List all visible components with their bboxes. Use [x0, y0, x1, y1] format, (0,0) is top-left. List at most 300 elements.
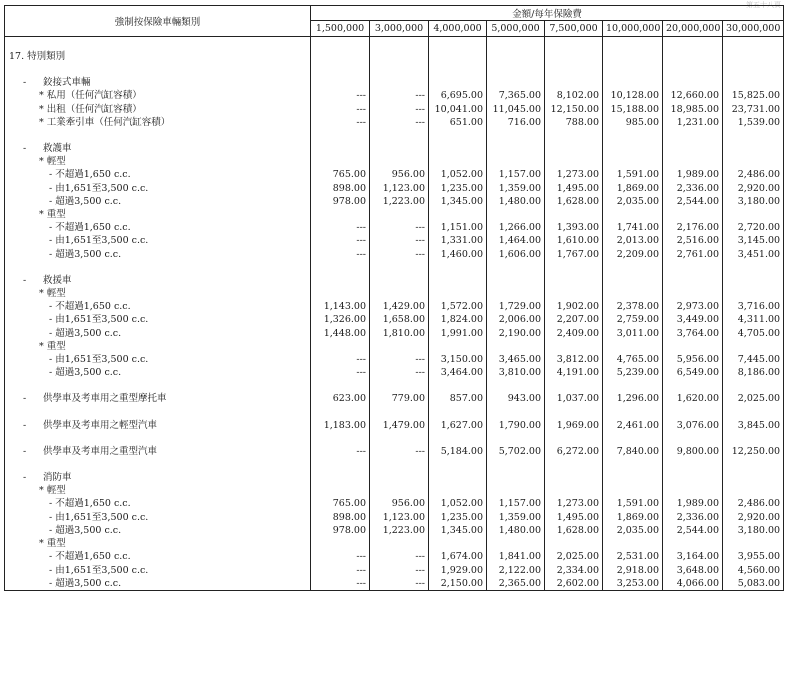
empty-cell [663, 50, 723, 63]
premium-cell: 3,465.00 [487, 353, 545, 366]
empty-cell [545, 432, 603, 445]
table-row [5, 564, 784, 577]
premium-cell: 2,035.00 [603, 524, 663, 537]
empty-cell [370, 208, 429, 221]
empty-cell [723, 155, 784, 168]
empty-cell [5, 37, 311, 51]
premium-cell: 2,207.00 [545, 313, 603, 326]
premium-cell: 3,812.00 [545, 353, 603, 366]
premium-cell: 1,591.00 [603, 497, 663, 510]
premium-cell: 1,235.00 [429, 511, 487, 524]
premium-cell: 2,025.00 [723, 392, 784, 405]
premium-cell: 5,184.00 [429, 445, 487, 458]
premium-cell: 2,761.00 [663, 248, 723, 261]
empty-cell [487, 379, 545, 392]
premium-cell: 1,620.00 [663, 392, 723, 405]
section-row [5, 208, 784, 221]
table-row [5, 445, 784, 458]
empty-cell [545, 155, 603, 168]
premium-cell: 2,209.00 [603, 248, 663, 261]
premium-cell: --- [311, 366, 370, 379]
category-cell [5, 155, 311, 168]
empty-cell [311, 261, 370, 274]
category-label: * 出租（任何汽缸容積） [39, 103, 142, 115]
empty-cell [370, 274, 429, 287]
empty-cell [311, 537, 370, 550]
empty-cell [5, 63, 311, 76]
premium-cell: 3,253.00 [603, 577, 663, 591]
premium-cell: 5,083.00 [723, 577, 784, 591]
table-row [5, 234, 784, 247]
premium-cell: 1,480.00 [487, 524, 545, 537]
category-label: * 重型 [39, 209, 66, 221]
empty-cell [545, 37, 603, 51]
premium-cell: 2,409.00 [545, 327, 603, 340]
premium-cell: 1,393.00 [545, 221, 603, 234]
category-cell [5, 577, 311, 591]
premium-cell: 3,011.00 [603, 327, 663, 340]
empty-cell [429, 379, 487, 392]
premium-cell: 3,716.00 [723, 300, 784, 313]
premium-cell: 2,486.00 [723, 168, 784, 181]
premium-cell: 3,449.00 [663, 313, 723, 326]
empty-cell [311, 484, 370, 497]
premium-cell: 978.00 [311, 524, 370, 537]
category-label: 供學車及考車用之重型汽車 [43, 445, 158, 457]
empty-cell [603, 50, 663, 63]
premium-cell: 1,235.00 [429, 182, 487, 195]
premium-cell: 3,464.00 [429, 366, 487, 379]
table-header [5, 6, 784, 37]
empty-cell [370, 340, 429, 353]
empty-cell [429, 537, 487, 550]
premium-cell: --- [370, 248, 429, 261]
empty-cell [603, 287, 663, 300]
premium-cell: 2,150.00 [429, 577, 487, 591]
empty-cell [487, 537, 545, 550]
premium-cell: 10,041.00 [429, 103, 487, 116]
premium-cell: 1,610.00 [545, 234, 603, 247]
empty-cell [603, 458, 663, 471]
premium-cell: --- [311, 234, 370, 247]
category-cell [5, 366, 311, 379]
premium-cell: --- [370, 103, 429, 116]
category-label: * 工業牽引車（任何汽缸容積） [39, 116, 171, 128]
empty-cell [545, 484, 603, 497]
empty-cell [311, 471, 370, 484]
premium-cell: 1,429.00 [370, 300, 429, 313]
premium-cell: 1,359.00 [487, 511, 545, 524]
premium-cell: 1,591.00 [603, 168, 663, 181]
empty-cell [370, 129, 429, 142]
empty-cell [429, 63, 487, 76]
premium-cell: 1,969.00 [545, 419, 603, 432]
premium-cell: 1,628.00 [545, 195, 603, 208]
premium-cell: 765.00 [311, 497, 370, 510]
premium-cell: 1,658.00 [370, 313, 429, 326]
category-cell [5, 340, 311, 353]
premium-cell: 1,037.00 [545, 392, 603, 405]
premium-cell: --- [370, 234, 429, 247]
table-row [5, 419, 784, 432]
premium-cell: 1,790.00 [487, 419, 545, 432]
spacer-row [5, 379, 784, 392]
bullet-marker: - [23, 472, 27, 484]
category-cell [5, 234, 311, 247]
empty-cell [603, 340, 663, 353]
category-label: - 由1,651至3,500 c.c. [49, 354, 149, 366]
premium-cell: 1,674.00 [429, 550, 487, 563]
premium-cell: --- [370, 445, 429, 458]
empty-cell [487, 50, 545, 63]
premium-cell: --- [370, 116, 429, 129]
empty-cell [487, 37, 545, 51]
empty-cell [603, 406, 663, 419]
column-header: 20,000,000 [663, 21, 723, 37]
category-cell [5, 550, 311, 563]
category-cell [5, 524, 311, 537]
empty-cell [603, 432, 663, 445]
category-label: - 不超過1,650 c.c. [49, 301, 131, 313]
premium-cell: 4,705.00 [723, 327, 784, 340]
premium-cell: 651.00 [429, 116, 487, 129]
premium-cell: 12,250.00 [723, 445, 784, 458]
premium-cell: 2,025.00 [545, 550, 603, 563]
premium-cell: 3,180.00 [723, 524, 784, 537]
premium-cell: 1,606.00 [487, 248, 545, 261]
empty-cell [663, 432, 723, 445]
table-row [5, 300, 784, 313]
premium-cell: 3,145.00 [723, 234, 784, 247]
category-cell [5, 103, 311, 116]
empty-cell [370, 432, 429, 445]
premium-cell: 1,151.00 [429, 221, 487, 234]
category-label: - 由1,651至3,500 c.c. [49, 235, 149, 247]
premium-cell: 943.00 [487, 392, 545, 405]
premium-cell: 1,143.00 [311, 300, 370, 313]
premium-cell: 2,035.00 [603, 195, 663, 208]
empty-cell [370, 50, 429, 63]
premium-cell: 779.00 [370, 392, 429, 405]
empty-cell [429, 208, 487, 221]
table-row [5, 392, 784, 405]
empty-cell [370, 471, 429, 484]
empty-cell [429, 274, 487, 287]
bullet-marker: - [23, 143, 27, 155]
premium-cell: 1,183.00 [311, 419, 370, 432]
premium-cell: 2,336.00 [663, 511, 723, 524]
premium-cell: 1,495.00 [545, 182, 603, 195]
empty-cell [545, 129, 603, 142]
category-cell [5, 392, 311, 405]
empty-cell [603, 537, 663, 550]
empty-cell [370, 379, 429, 392]
premium-cell: 4,066.00 [663, 577, 723, 591]
section-row [5, 142, 784, 155]
empty-cell [603, 63, 663, 76]
premium-cell: 15,825.00 [723, 89, 784, 102]
bullet-marker: - [23, 419, 27, 431]
bullet-marker: - [23, 445, 27, 457]
empty-cell [429, 50, 487, 63]
premium-cell: 4,560.00 [723, 564, 784, 577]
category-cell [5, 50, 311, 63]
empty-cell [723, 63, 784, 76]
premium-cell: 1,464.00 [487, 234, 545, 247]
premium-cell: 1,902.00 [545, 300, 603, 313]
empty-cell [603, 379, 663, 392]
empty-cell [370, 63, 429, 76]
premium-cell: --- [370, 366, 429, 379]
column-header: 7,500,000 [545, 21, 603, 37]
table-row [5, 577, 784, 591]
premium-table [4, 5, 784, 591]
category-cell [5, 182, 311, 195]
empty-cell [603, 274, 663, 287]
table-body [5, 37, 784, 591]
empty-cell [311, 155, 370, 168]
empty-cell [429, 458, 487, 471]
empty-cell [545, 458, 603, 471]
empty-cell [370, 155, 429, 168]
premium-cell: 2,516.00 [663, 234, 723, 247]
empty-cell [429, 471, 487, 484]
empty-cell [370, 142, 429, 155]
table-row [5, 524, 784, 537]
category-label: - 不超過1,650 c.c. [49, 498, 131, 510]
empty-cell [370, 537, 429, 550]
empty-cell [545, 208, 603, 221]
premium-cell: 1,869.00 [603, 182, 663, 195]
table-row [5, 182, 784, 195]
premium-cell: 1,741.00 [603, 221, 663, 234]
column-header: 4,000,000 [429, 21, 487, 37]
premium-cell: 1,331.00 [429, 234, 487, 247]
premium-cell: 3,648.00 [663, 564, 723, 577]
premium-cell: 716.00 [487, 116, 545, 129]
category-header: 強制按保險車輛類別 [5, 6, 311, 37]
premium-cell: 978.00 [311, 195, 370, 208]
premium-cell: --- [311, 564, 370, 577]
empty-cell [723, 274, 784, 287]
premium-cell: 1,345.00 [429, 524, 487, 537]
premium-cell: 2,176.00 [663, 221, 723, 234]
category-cell [5, 327, 311, 340]
empty-cell [487, 340, 545, 353]
category-cell [5, 353, 311, 366]
premium-cell: 2,759.00 [603, 313, 663, 326]
category-label: 消防車 [43, 472, 72, 484]
empty-cell [603, 208, 663, 221]
premium-cell: 1,223.00 [370, 195, 429, 208]
empty-cell [663, 484, 723, 497]
premium-cell: 1,767.00 [545, 248, 603, 261]
empty-cell [429, 142, 487, 155]
premium-cell: 1,052.00 [429, 497, 487, 510]
spacer-row [5, 432, 784, 445]
category-cell [5, 168, 311, 181]
premium-cell: 2,531.00 [603, 550, 663, 563]
spacer-row [5, 63, 784, 76]
premium-cell: --- [370, 577, 429, 591]
empty-cell [311, 274, 370, 287]
category-label: - 由1,651至3,500 c.c. [49, 511, 149, 523]
empty-cell [603, 37, 663, 51]
category-cell [5, 300, 311, 313]
category-label: - 不超過1,650 c.c. [49, 551, 131, 563]
category-label: * 私用（任何汽缸容積） [39, 90, 142, 102]
bullet-marker: - [23, 274, 27, 286]
premium-cell: --- [311, 116, 370, 129]
premium-cell: 1,326.00 [311, 313, 370, 326]
premium-cell: 1,869.00 [603, 511, 663, 524]
premium-cell: 857.00 [429, 392, 487, 405]
empty-cell [723, 432, 784, 445]
premium-cell: 1,572.00 [429, 300, 487, 313]
empty-cell [723, 50, 784, 63]
premium-cell: 1,223.00 [370, 524, 429, 537]
bullet-marker: - [23, 393, 27, 405]
premium-cell: 7,445.00 [723, 353, 784, 366]
category-label: - 超過3,500 c.c. [49, 195, 122, 207]
category-cell [5, 564, 311, 577]
empty-cell [311, 37, 370, 51]
premium-cell: 3,845.00 [723, 419, 784, 432]
empty-cell [663, 537, 723, 550]
section-row [5, 287, 784, 300]
premium-cell: 2,365.00 [487, 577, 545, 591]
section-row [5, 484, 784, 497]
premium-cell: 956.00 [370, 168, 429, 181]
empty-cell [487, 155, 545, 168]
empty-cell [311, 340, 370, 353]
empty-cell [5, 458, 311, 471]
premium-cell: 2,336.00 [663, 182, 723, 195]
category-label: 鉸接式車輛 [43, 77, 91, 89]
premium-cell: 1,448.00 [311, 327, 370, 340]
premium-cell: 2,190.00 [487, 327, 545, 340]
empty-cell [723, 379, 784, 392]
corner-mark: 第五十八頁 [746, 1, 781, 9]
premium-cell: 1,539.00 [723, 116, 784, 129]
category-label: * 輕型 [39, 156, 66, 168]
premium-cell: 3,764.00 [663, 327, 723, 340]
premium-cell: 898.00 [311, 511, 370, 524]
category-cell [5, 511, 311, 524]
table-row [5, 511, 784, 524]
category-label: 救護車 [43, 143, 72, 155]
bullet-marker: - [23, 77, 27, 89]
premium-cell: --- [311, 103, 370, 116]
premium-cell: 3,810.00 [487, 366, 545, 379]
premium-cell: 12,660.00 [663, 89, 723, 102]
empty-cell [5, 406, 311, 419]
empty-cell [723, 458, 784, 471]
category-label: 供學車及考車用之重型摩托車 [43, 393, 167, 405]
empty-cell [429, 37, 487, 51]
premium-cell: 1,929.00 [429, 564, 487, 577]
table-row [5, 327, 784, 340]
table-row [5, 221, 784, 234]
premium-cell: --- [311, 89, 370, 102]
empty-cell [311, 458, 370, 471]
empty-cell [603, 261, 663, 274]
spacer-row [5, 406, 784, 419]
premium-cell: 4,311.00 [723, 313, 784, 326]
empty-cell [723, 208, 784, 221]
premium-cell: 1,123.00 [370, 182, 429, 195]
empty-cell [603, 484, 663, 497]
premium-cell: 10,128.00 [603, 89, 663, 102]
empty-cell [487, 129, 545, 142]
category-label: 供學車及考車用之輕型汽車 [43, 419, 158, 431]
category-label: - 超過3,500 c.c. [49, 367, 122, 379]
amount-header: 金額/每年保險費 [311, 6, 784, 21]
empty-cell [663, 340, 723, 353]
empty-cell [311, 432, 370, 445]
empty-cell [487, 471, 545, 484]
premium-cell: 2,973.00 [663, 300, 723, 313]
premium-cell: 5,239.00 [603, 366, 663, 379]
premium-cell: 1,495.00 [545, 511, 603, 524]
empty-cell [663, 261, 723, 274]
premium-cell: 2,122.00 [487, 564, 545, 577]
premium-cell: 2,602.00 [545, 577, 603, 591]
premium-cell: 23,731.00 [723, 103, 784, 116]
premium-cell: --- [311, 248, 370, 261]
empty-cell [311, 63, 370, 76]
premium-cell: 765.00 [311, 168, 370, 181]
empty-cell [5, 432, 311, 445]
premium-cell: 9,800.00 [663, 445, 723, 458]
premium-cell: 2,461.00 [603, 419, 663, 432]
premium-cell: 2,918.00 [603, 564, 663, 577]
empty-cell [663, 287, 723, 300]
premium-cell: 3,451.00 [723, 248, 784, 261]
category-cell [5, 221, 311, 234]
empty-cell [663, 142, 723, 155]
premium-cell: 2,013.00 [603, 234, 663, 247]
column-header: 30,000,000 [723, 21, 784, 37]
premium-cell: --- [370, 89, 429, 102]
premium-cell: 1,479.00 [370, 419, 429, 432]
empty-cell [545, 274, 603, 287]
empty-cell [487, 406, 545, 419]
premium-cell: 1,157.00 [487, 168, 545, 181]
premium-cell: 7,365.00 [487, 89, 545, 102]
premium-cell: 6,549.00 [663, 366, 723, 379]
empty-cell [663, 129, 723, 142]
empty-cell [370, 287, 429, 300]
category-cell [5, 287, 311, 300]
premium-cell: --- [311, 221, 370, 234]
premium-cell: 2,334.00 [545, 564, 603, 577]
premium-cell: 3,076.00 [663, 419, 723, 432]
empty-cell [311, 208, 370, 221]
premium-cell: --- [311, 353, 370, 366]
premium-cell: 4,765.00 [603, 353, 663, 366]
empty-cell [487, 261, 545, 274]
category-cell [5, 497, 311, 510]
empty-cell [545, 471, 603, 484]
table-row [5, 366, 784, 379]
premium-cell: 4,191.00 [545, 366, 603, 379]
empty-cell [370, 406, 429, 419]
empty-cell [723, 76, 784, 89]
category-cell [5, 195, 311, 208]
premium-cell: 1,296.00 [603, 392, 663, 405]
empty-cell [311, 76, 370, 89]
